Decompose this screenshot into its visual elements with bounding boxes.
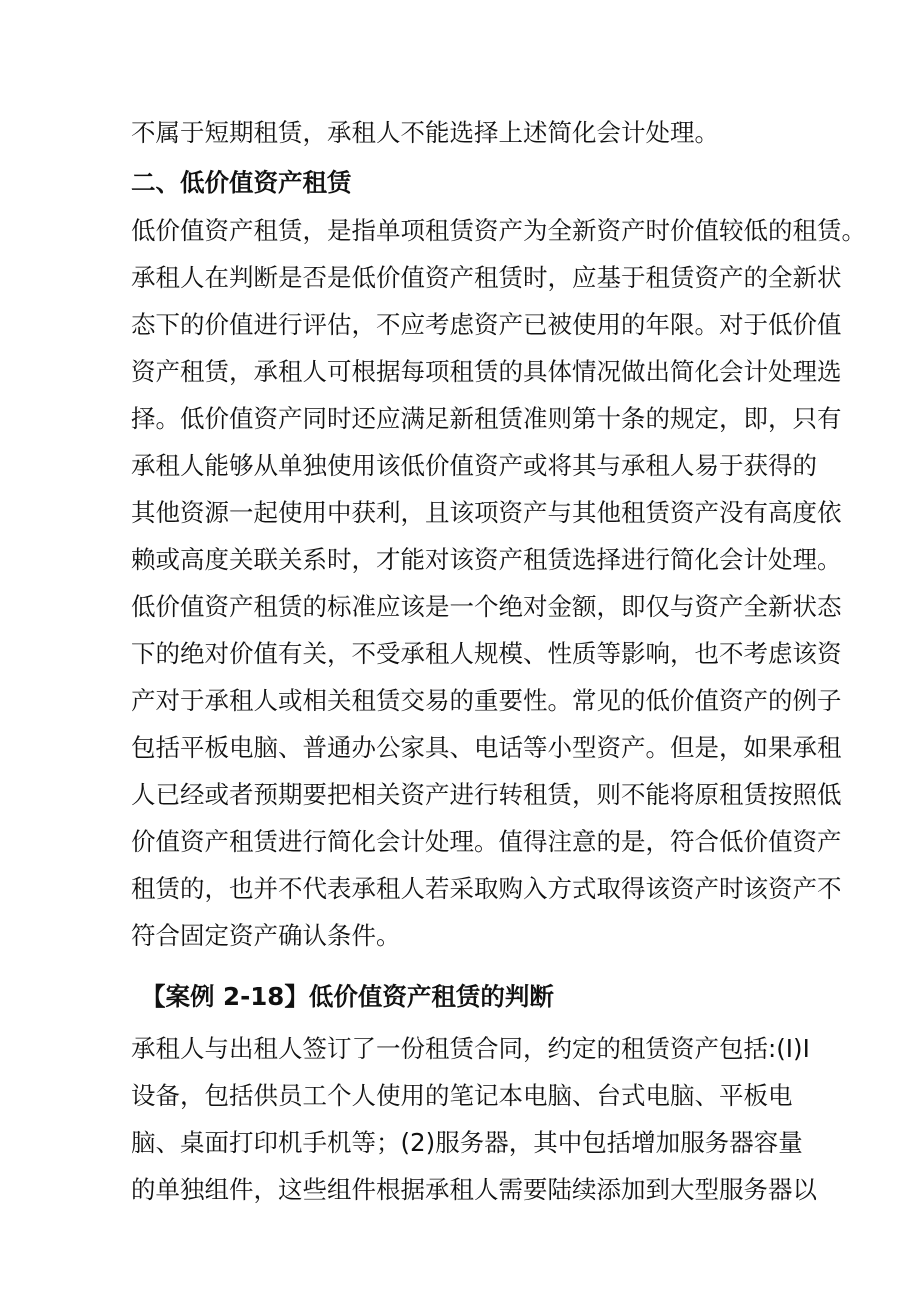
section-heading: 二、低价值资产租赁 [131, 168, 352, 197]
paragraph-line: 赖或高度关联关系时，才能对该资产租赁选择进行简化会计处理。 [131, 545, 842, 574]
paragraph-line: 包括平板电脑、普通办公家具、电话等小型资产。但是，如果承租 [131, 733, 842, 762]
paragraph-line: 下的绝对价值有关，不受承租人规模、性质等影响，也不考虑该资 [131, 639, 842, 668]
paragraph-line: 价值资产租赁进行简化会计处理。值得注意的是，符合低价值资产 [131, 827, 842, 856]
paragraph-line: 择。低价值资产同时还应满足新租赁准则第十条的规定，即，只有 [131, 404, 842, 433]
paragraph-line: 态下的价值进行评估，不应考虑资产已被使用的年限。对于低价值 [131, 310, 842, 339]
paragraph-line: 的单独组件，这些组件根据承租人需要陆续添加到大型服务器以 [131, 1175, 817, 1204]
paragraph-line: 脑、桌面打印机手机等；(2)服务器，其中包括增加服务器容量 [131, 1128, 803, 1157]
paragraph-line: 其他资源一起使用中获利，且该项资产与其他租赁资产没有高度依 [131, 498, 842, 527]
paragraph-line: 资产租赁，承租人可根据每项租赁的具体情况做出简化会计处理选 [131, 357, 842, 386]
paragraph-line: 不属于短期租赁，承租人不能选择上述简化会计处理。 [131, 118, 719, 147]
paragraph-line: 租赁的，也并不代表承租人若采取购入方式取得该资产时该资产不 [131, 874, 842, 903]
paragraph-line: 低价值资产租赁，是指单项租赁资产为全新资产时价值较低的租赁。 [131, 216, 866, 245]
paragraph-line: 承租人在判断是否是低价值资产租赁时，应基于租赁资产的全新状 [131, 263, 842, 292]
paragraph-line: 符合固定资产确认条件。 [131, 921, 401, 950]
paragraph-line: 产对于承租人或相关租赁交易的重要性。常见的低价值资产的例子 [131, 686, 842, 715]
paragraph-line: 设备，包括供员工个人使用的笔记本电脑、台式电脑、平板电 [131, 1081, 793, 1110]
paragraph-line: 低价值资产租赁的标准应该是一个绝对金额，即仅与资产全新状态 [131, 592, 842, 621]
paragraph-line: 承租人与出租人签订了一份租赁合同，约定的租赁资产包括:(I)I [131, 1034, 810, 1063]
case-heading: 【案例 2-18】低价值资产租赁的判断 [141, 982, 554, 1011]
paragraph-line: 承租人能够从单独使用该低价值资产或将其与承租人易于获得的 [131, 451, 817, 480]
paragraph-line: 人已经或者预期要把相关资产进行转租赁，则不能将原租赁按照低 [131, 780, 842, 809]
